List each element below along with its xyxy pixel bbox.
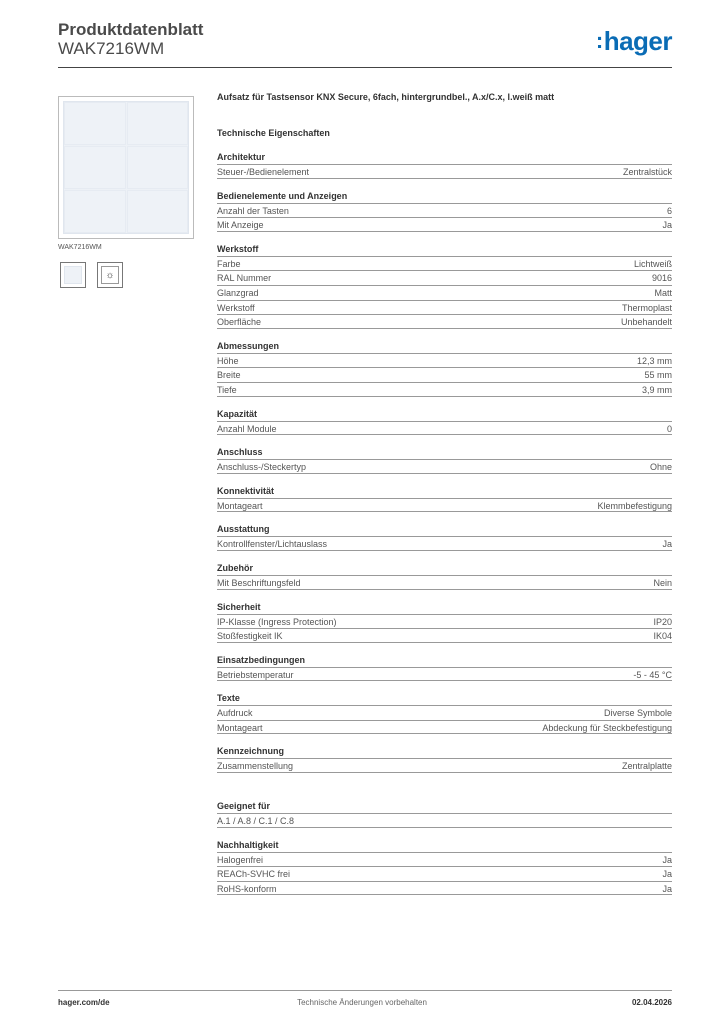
row-label: IP-Klasse (Ingress Protection) (217, 616, 337, 627)
page-title: Produktdatenblatt (58, 20, 204, 39)
section-rows (217, 614, 672, 643)
section-rows (217, 459, 672, 474)
section-title: Ausstattung (217, 524, 270, 535)
row-label: Betriebstemperatur (217, 669, 294, 680)
row-label: Tiefe (217, 384, 237, 395)
button-tile (127, 102, 189, 145)
table-row (217, 667, 672, 682)
row-value: IP20 (653, 616, 672, 627)
section-rows (217, 852, 672, 896)
section-title: Texte (217, 693, 240, 704)
section-rows (217, 705, 672, 734)
footer-disclaimer: Technische Änderungen vorbehalten (297, 998, 427, 1007)
table-row (217, 285, 672, 300)
table-row (217, 300, 672, 315)
section-rows (217, 164, 672, 179)
row-value: Abdeckung für Steckbefestigung (542, 722, 672, 733)
row-label: RoHS-konform (217, 883, 277, 894)
table-row (217, 720, 672, 735)
row-value: Diverse Symbole (603, 708, 672, 719)
row-value: Klemmbefestigung (597, 500, 672, 511)
section-rows (217, 498, 672, 513)
table-row (217, 852, 672, 867)
row-label: Aufdruck (217, 708, 253, 719)
row-value: 55 mm (644, 370, 672, 381)
table-row (217, 536, 672, 551)
section-title: Einsatzbedingungen (217, 654, 306, 665)
section-rows (217, 758, 672, 773)
row-value: Thermoplast (621, 302, 672, 313)
thumbnail-product[interactable] (60, 262, 86, 288)
row-value: Zentralstück (622, 167, 672, 177)
button-tile (64, 102, 126, 145)
row-label: Werkstoff (217, 302, 255, 313)
table-row (217, 314, 672, 329)
footer-website[interactable]: hager.com/de (58, 998, 110, 1007)
section-rows (217, 536, 672, 551)
row-label: Mit Anzeige (217, 220, 264, 231)
section-title: Werkstoff (217, 243, 259, 254)
table-row (217, 813, 672, 828)
row-value: Ja (662, 220, 672, 231)
section-title: Bedienelemente und Anzeigen (217, 190, 348, 201)
footer-divider (58, 990, 672, 991)
section-rows (217, 421, 672, 436)
table-row (217, 382, 672, 397)
sections-container (217, 151, 672, 895)
table-row (217, 498, 672, 513)
section-rows (217, 203, 672, 232)
row-label: Glanzgrad (217, 287, 259, 298)
row-label: Anzahl Module (217, 423, 277, 434)
table-row (217, 628, 672, 643)
row-label: Farbe (217, 258, 241, 269)
row-label: Steuer-/Bedienelement (217, 167, 310, 177)
row-label: Halogenfrei (217, 854, 264, 865)
row-label: Montageart (217, 500, 263, 511)
image-caption: WAK7216WM (58, 244, 102, 251)
row-value: Unbehandelt (620, 317, 672, 328)
technical-properties-title: Technische Eigenschaften (217, 128, 330, 138)
thumbnail-drawing[interactable] (97, 262, 123, 288)
section-title: Sicherheit (217, 601, 261, 612)
table-row (217, 881, 672, 896)
section-title: Konnektivität (217, 485, 275, 496)
row-label: Oberfläche (217, 317, 262, 328)
product-image-panel (63, 101, 189, 234)
header-divider (58, 67, 672, 68)
row-value: 0 (666, 423, 672, 434)
table-row (217, 164, 672, 179)
table-row (217, 256, 672, 271)
row-value: Matt (654, 287, 672, 298)
row-value: 3,9 mm (641, 384, 672, 395)
row-label: Anschluss-/Steckertyp (217, 462, 307, 473)
row-value: Ja (662, 539, 672, 550)
product-data-table (217, 90, 672, 895)
table-row (217, 217, 672, 232)
table-row (217, 367, 672, 382)
row-label: Anzahl der Tasten (217, 205, 289, 216)
table-row (217, 705, 672, 720)
lamp-icon: ☼ (101, 266, 119, 284)
section-rows (217, 353, 672, 397)
row-value: Ja (662, 869, 672, 880)
row-label: Höhe (217, 355, 239, 366)
product-code: WAK7216WM (58, 39, 165, 58)
row-label: Breite (217, 370, 241, 381)
table-row (217, 203, 672, 218)
row-value: IK04 (653, 631, 672, 642)
row-value: 12,3 mm (636, 355, 672, 366)
section-title: Geeignet für (217, 801, 271, 812)
table-row (217, 270, 672, 285)
table-row (217, 866, 672, 881)
row-value: 9016 (651, 273, 672, 284)
row-value: 6 (666, 205, 672, 216)
section-title: Zubehör (217, 562, 253, 573)
product-description: Aufsatz für Tastsensor KNX Secure, 6fach, hintergrundbel., A.x/C.x, l.weiß matt (217, 92, 555, 102)
row-label: RAL Nummer (217, 273, 272, 284)
table-row (217, 575, 672, 590)
section-rows (217, 667, 672, 682)
row-label: A.1 / A.8 / C.1 / C.8 (217, 816, 295, 827)
logo-text: hager (603, 26, 672, 56)
row-value: Zentralplatte (621, 761, 672, 772)
row-value: Nein (653, 577, 672, 588)
button-tile (127, 190, 189, 233)
row-label: Mit Beschriftungsfeld (217, 577, 301, 588)
row-value: -5 - 45 °C (633, 669, 672, 680)
row-value: Ohne (649, 462, 672, 473)
table-row (217, 459, 672, 474)
button-tile (64, 190, 126, 233)
thumbnail-product-image (64, 266, 82, 284)
row-value: Ja (662, 883, 672, 894)
section-rows (217, 575, 672, 590)
button-tile (64, 146, 126, 189)
table-row (217, 614, 672, 629)
table-row (217, 353, 672, 368)
section-title: Architektur (217, 152, 266, 162)
row-value: Lichtweiß (633, 258, 672, 269)
row-label: Stoßfestigkeit IK (217, 631, 283, 642)
table-row (217, 758, 672, 773)
button-tile (127, 146, 189, 189)
table-row (217, 421, 672, 436)
row-label: Kontrollfenster/Lichtauslass (217, 539, 328, 550)
row-label: REACh-SVHC frei (217, 869, 291, 880)
row-value: Ja (662, 854, 672, 865)
row-label: Montageart (217, 722, 263, 733)
section-title: Nachhaltigkeit (217, 839, 279, 850)
section-title: Anschluss (217, 447, 263, 458)
section-title: Kennzeichnung (217, 746, 284, 757)
hager-logo (596, 26, 672, 57)
logo-colon-icon: : (595, 28, 603, 53)
section-rows (217, 813, 672, 828)
product-image (58, 96, 194, 239)
footer-date: 02.04.2026 (631, 998, 672, 1007)
row-label: Zusammenstellung (217, 761, 294, 772)
section-rows (217, 256, 672, 329)
section-title: Abmessungen (217, 340, 280, 351)
section-title: Kapazität (217, 408, 258, 419)
